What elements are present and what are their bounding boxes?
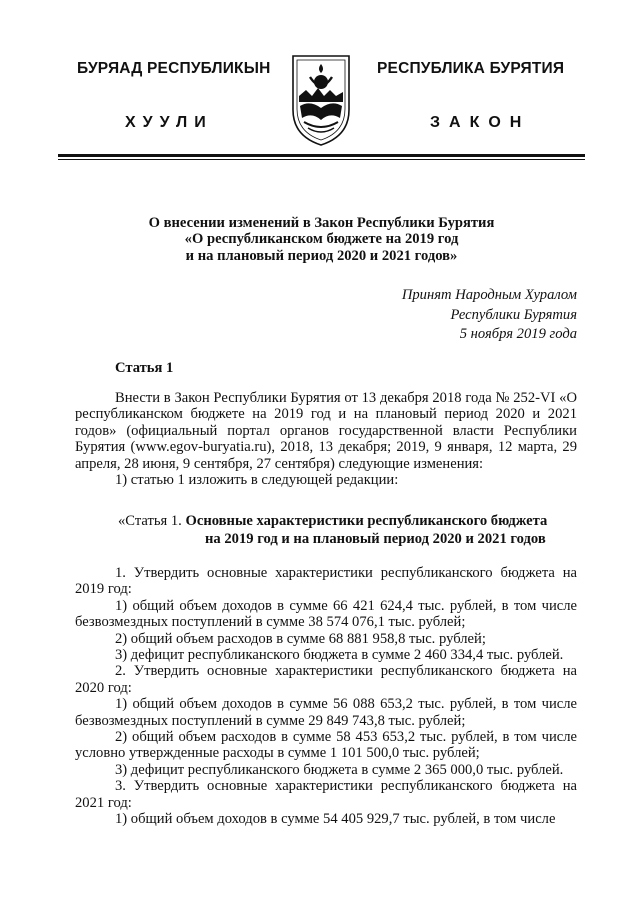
paragraph: 1. Утвердить основные характеристики республиканского бюджета на 2019 год: (75, 565, 577, 598)
sub-article-prefix: «Статья 1. (118, 513, 182, 529)
paragraph: 3. Утвердить основные характеристики республиканского бюджета на 2021 год: (75, 778, 577, 811)
header-left-name: БУРЯАД РЕСПУБЛИКЫН (77, 60, 271, 77)
paragraph: 2) общий объем расходов в сумме 68 881 958,8 тыс. рублей; (115, 630, 486, 647)
paragraph: 2) общий объем расходов в сумме 58 453 653,2 тыс. рублей, в том числе условно утвержденные расходы в сумме 1 101 500,0 тыс. рублей; (75, 729, 577, 762)
article-intro: Внести в Закон Республики Бурятия от 13 декабря 2018 года № 252-VI «О республиканском бюджете на 2019 год и на плановый период 2020 и 2021 годов» (официальный портал органов государственной власти Республики Бурятия (www.egov-buryatia.ru), 2018, 13 декабря; 2019, 9 января, 12 марта, 29 апреля, 28 июня, 9 сентября, 27 сентября) следующие изменения: (75, 390, 577, 472)
law-title-line: и на плановый период 2020 и 2021 годов» (185, 247, 458, 264)
article-item: 1) статью 1 изложить в следующей редакции: (115, 472, 399, 489)
adoption-note (300, 286, 577, 345)
paragraph: 2. Утвердить основные характеристики республиканского бюджета на 2020 год: (75, 663, 577, 696)
header-rule-thick (58, 154, 585, 157)
article-heading: Статья 1 (115, 360, 174, 376)
header-right-kind: ЗАКОН (430, 114, 531, 131)
header-right-name: РЕСПУБЛИКА БУРЯТИЯ (377, 60, 565, 77)
paragraph: 1) общий объем доходов в сумме 66 421 624,4 тыс. рублей, в том числе безвозмездных поступлений в сумме 38 574 076,1 тыс. рублей; (75, 597, 577, 631)
paragraph: 3) дефицит республиканского бюджета в сумме 2 365 000,0 тыс. рублей. (115, 761, 564, 778)
sub-article-title: Основные характеристики республиканского бюджета (185, 513, 548, 529)
header-rule-thin (58, 159, 585, 160)
paragraph: 1) общий объем доходов в сумме 54 405 929,7 тыс. рублей, в том числе (115, 811, 556, 828)
law-title-line: «О республиканском бюджете на 2019 год (184, 231, 459, 248)
sub-article-heading (118, 513, 588, 547)
article-body (75, 390, 577, 488)
header-left-kind: ХУУЛИ (125, 114, 213, 131)
law-title (58, 215, 585, 264)
adoption-date: 5 ноября 2019 года (459, 326, 577, 342)
sub-article-title: на 2019 год и на плановый период 2020 и 2021 годов (205, 531, 546, 547)
paragraph: 1) общий объем доходов в сумме 56 088 653,2 тыс. рублей, в том числе безвозмездных поступлений в сумме 29 849 743,8 тыс. рублей; (75, 696, 577, 729)
law-title-line: О внесении изменений в Закон Республики Бурятия (148, 215, 495, 231)
coat-of-arms-icon (290, 52, 352, 148)
adoption-line: Республики Бурятия (450, 306, 577, 323)
paragraph: 3) дефицит республиканского бюджета в сумме 2 460 334,4 тыс. рублей. (115, 647, 564, 664)
budget-paragraphs (75, 565, 577, 828)
adoption-line: Принят Народным Хуралом (401, 287, 577, 303)
